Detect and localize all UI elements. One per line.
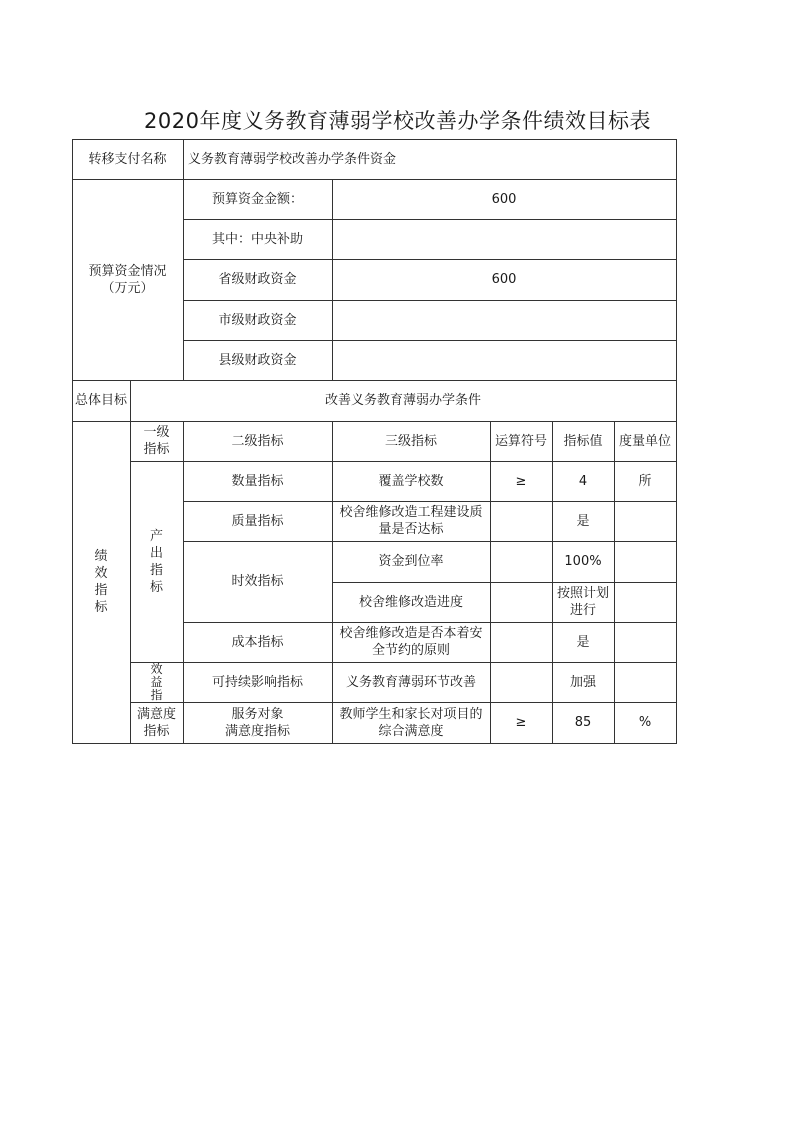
indicator-level3: 教师学生和家长对项目的 综合满意度 <box>339 706 483 739</box>
indicator-value: 加强 <box>569 674 596 690</box>
indicator-unit <box>614 541 676 582</box>
overall-goal-value: 改善义务教育薄弱办学条件 <box>324 393 481 408</box>
indicator-operator <box>490 622 552 662</box>
indicator-operator <box>490 541 552 582</box>
budget-row-value <box>332 219 676 259</box>
header-level1: 一级 指标 <box>143 425 170 457</box>
indicator-level3: 义务教育薄弱环节改善 <box>345 674 476 690</box>
budget-row-label: 县级财政资金 <box>218 352 297 368</box>
header-operator: 运算符号 <box>494 433 547 449</box>
budget-label: 预算资金情况 （万元） <box>88 263 167 296</box>
transfer-name-label: 转移支付名称 <box>88 151 167 167</box>
performance-indicators-label: 绩 效 指 标 <box>94 549 108 615</box>
overall-goal-label: 总体目标 <box>74 393 127 408</box>
header-unit: 度量单位 <box>618 433 671 449</box>
output-indicators-label: 产 出 指 标 <box>149 528 163 595</box>
budget-row-label: 市级财政资金 <box>218 312 297 328</box>
indicator-value: 85 <box>574 715 592 730</box>
indicator-level3: 校舍维修改造工程建设质 量是否达标 <box>339 505 483 537</box>
budget-row-value: 600 <box>491 191 517 207</box>
transfer-name-value: 义务教育薄弱学校改善办学条件资金 <box>188 151 397 167</box>
indicator-level3: 资金到位率 <box>378 554 444 569</box>
satisfaction-indicators-label: 满意度 指标 <box>136 706 176 739</box>
indicator-level2: 服务对象 满意度指标 <box>224 706 290 739</box>
indicator-value: 100% <box>564 554 602 569</box>
indicator-level2: 数量指标 <box>231 473 284 489</box>
indicator-value: 是 <box>576 634 590 650</box>
indicator-level2: 成本指标 <box>231 634 284 650</box>
indicator-operator: ≥ <box>515 715 527 730</box>
page-title: 2020年度义务教育薄弱学校改善办学条件绩效目标表 <box>144 109 651 133</box>
budget-row-value <box>332 300 676 340</box>
indicator-value: 是 <box>576 513 590 529</box>
header-value: 指标值 <box>563 433 603 449</box>
indicator-unit <box>614 582 676 622</box>
indicator-level3: 校舍维修改造是否本着安 全节约的原则 <box>339 626 483 658</box>
indicator-operator <box>490 501 552 541</box>
budget-row-label: 其中：中央补助 <box>211 231 303 247</box>
indicator-level2: 可持续影响指标 <box>211 674 303 690</box>
header-level3: 三级指标 <box>384 433 437 449</box>
indicator-unit: 所 <box>638 473 652 489</box>
indicator-operator <box>490 662 552 702</box>
indicator-operator <box>490 582 552 622</box>
indicator-level2: 质量指标 <box>231 513 284 529</box>
budget-row-value: 600 <box>491 272 517 287</box>
benefit-indicators-label: 效 益 指 <box>150 662 163 702</box>
indicator-value: 按照计划 进行 <box>556 586 609 618</box>
indicator-unit <box>614 662 676 702</box>
indicator-unit: % <box>638 715 652 730</box>
indicator-unit <box>614 501 676 541</box>
indicator-level3: 覆盖学校数 <box>378 473 444 489</box>
indicator-value: 4 <box>578 473 588 489</box>
header-level2: 二级指标 <box>231 433 284 449</box>
indicator-level3: 校舍维修改造进度 <box>358 594 463 610</box>
budget-row-value <box>332 340 676 380</box>
indicator-operator: ≥ <box>515 473 527 489</box>
indicator-level2: 时效指标 <box>231 574 284 589</box>
budget-row-label: 预算资金金额： <box>211 191 303 207</box>
budget-row-label: 省级财政资金 <box>218 272 297 287</box>
indicator-unit <box>614 622 676 662</box>
